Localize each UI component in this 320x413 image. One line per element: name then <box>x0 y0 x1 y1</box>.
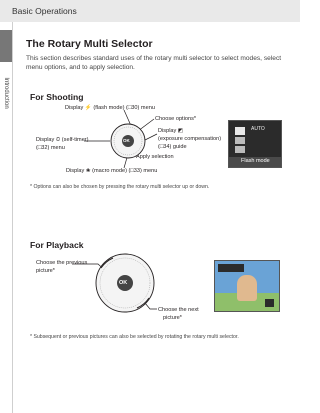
dial-ok-label-playback: OK <box>119 280 128 286</box>
self-timer-label-2: (□32) menu <box>36 145 65 151</box>
self-timer-label-1: Display ⏲ (self-timer) <box>36 137 89 143</box>
page-header-title: Basic Operations <box>12 6 77 16</box>
exposure-label-1: Display ◩ <box>158 128 184 134</box>
apply-selection-label: Apply selection <box>136 154 174 160</box>
screen-mode-text: Flash mode <box>241 158 270 164</box>
shooting-heading: For Shooting <box>30 92 84 102</box>
choose-options-label: Choose options* <box>155 116 197 122</box>
section-intro: This section describes standard uses of the rotary multi selector to select modes, select menu options, and to apply selection. <box>26 55 282 72</box>
prev-picture-label-1: Choose the previous <box>36 260 88 266</box>
flash-mode-label: Display ⚡ (flash mode) (□30) menu <box>65 105 155 111</box>
shooting-footnote: * Options can also be chosen by pressing the rotary multi selector up or down. <box>30 184 210 190</box>
playback-footnote: * Subsequent or previous pictures can also be selected by rotating the rotary multi selector. <box>30 334 239 340</box>
playback-heading: For Playback <box>30 240 84 250</box>
screen-value: AUTO <box>251 126 265 132</box>
dial-ok-label: OK <box>123 138 130 143</box>
side-tab-label: Introduction <box>3 77 9 109</box>
playback-counter <box>265 299 274 307</box>
playback-info-bar <box>218 264 244 272</box>
photo-person <box>237 275 257 301</box>
exposure-label-3: (□34) guide <box>158 144 187 150</box>
prev-picture-label-2: picture* <box>36 268 55 274</box>
macro-mode-label: Display ❀ (macro mode) (□33) menu <box>66 168 158 174</box>
section-title: The Rotary Multi Selector <box>26 38 153 50</box>
next-picture-label-1: Choose the next <box>158 307 199 313</box>
camera-screen-playback <box>214 260 280 312</box>
exposure-label-2: (exposure compensation) <box>158 136 222 142</box>
next-picture-label-2: picture* <box>163 315 182 321</box>
